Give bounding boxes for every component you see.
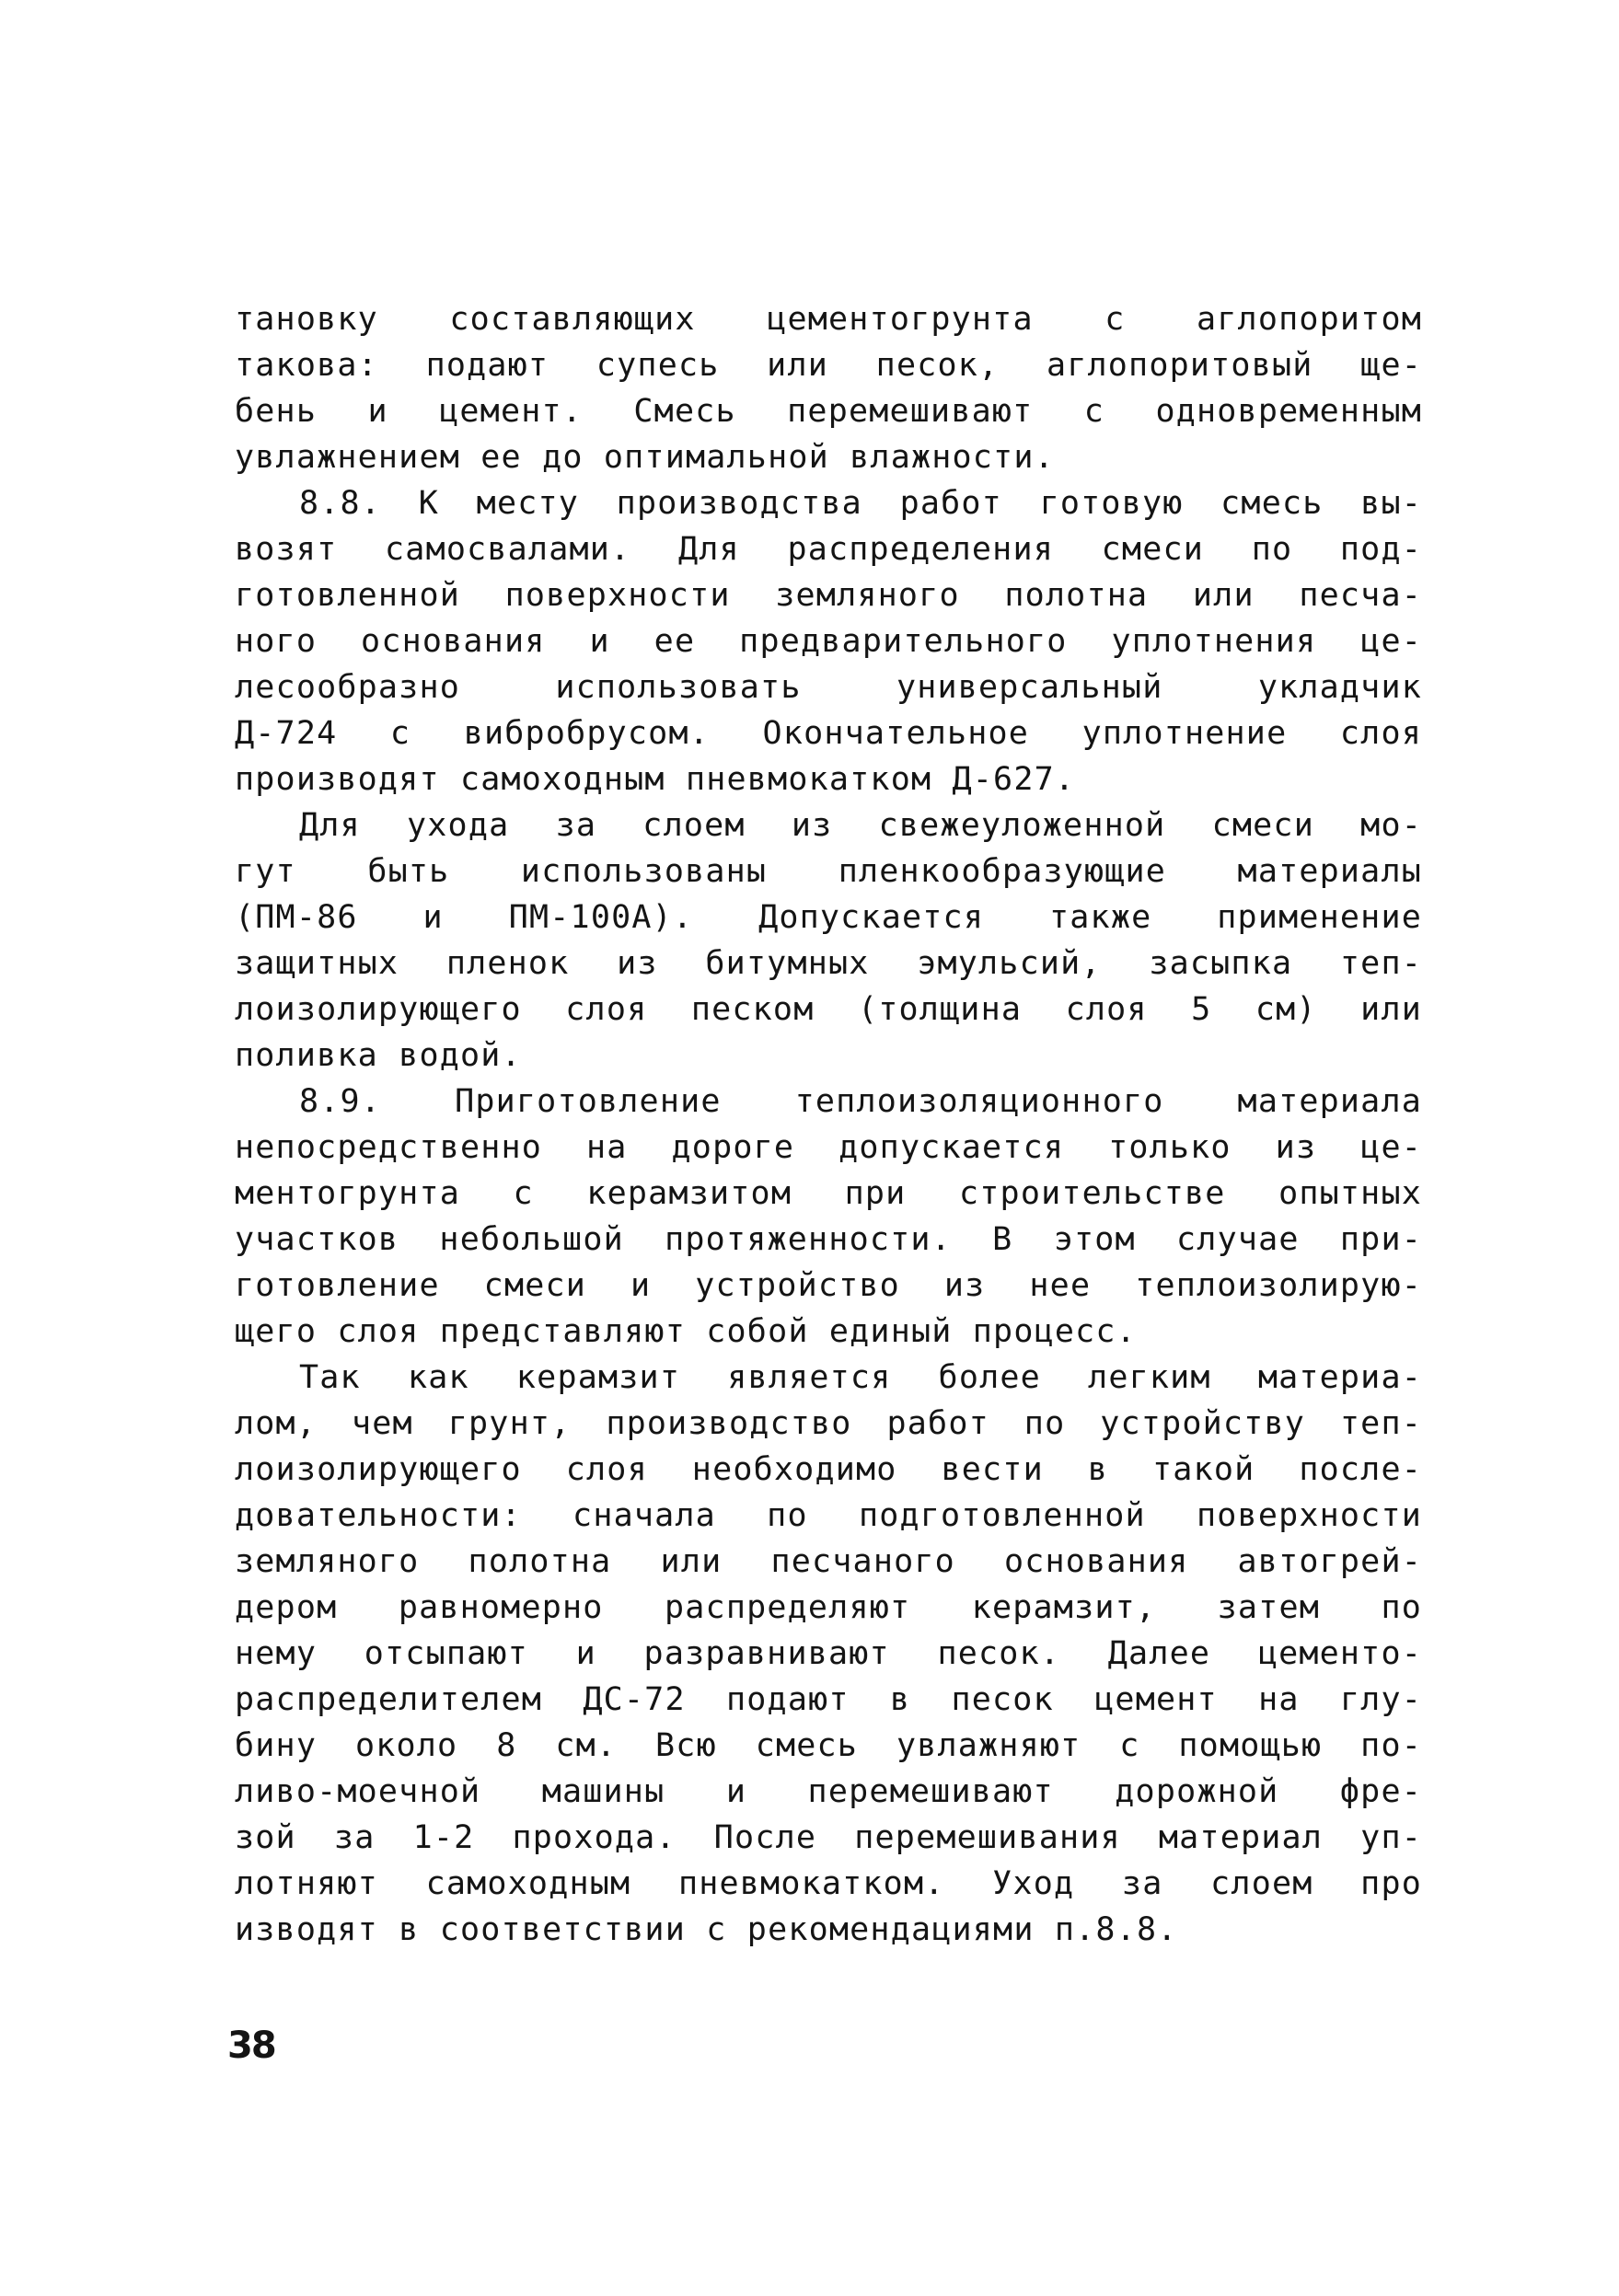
- text-line: ного основания и ее предварительного уплотнения це-: [235, 623, 1422, 660]
- page-number: 38: [227, 2025, 275, 2067]
- text-line: ливо-моечной машины и перемешивают дорожной фре-: [235, 1773, 1422, 1810]
- body-text: [235, 296, 1422, 1953]
- text-line: земляного полотна или песчаного основания автогрей-: [235, 1543, 1422, 1580]
- text-line: возят самосвалами. Для распределения смеси по под-: [235, 531, 1422, 568]
- text-line: ментогрунта с керамзитом при строительстве опытных: [235, 1175, 1422, 1212]
- text-line: лесообразно использовать универсальный укладчик: [235, 669, 1422, 706]
- text-line: увлажнением ее до оптимальной влажности.: [235, 439, 1055, 476]
- text-line: тановку составляющих цементогрунта с аглопоритом: [235, 301, 1422, 338]
- text-line: щего слоя представляют собой единый процесс.: [235, 1313, 1137, 1350]
- text-line: зой за 1-2 прохода. После перемешивания материал уп-: [235, 1819, 1422, 1856]
- text-line: непосредственно на дороге допускается только из це-: [235, 1129, 1422, 1166]
- text-line: защитных пленок из битумных эмульсий, засыпка теп-: [235, 945, 1422, 982]
- text-line: (ПМ-86 и ПМ-100А). Допускается также применение: [235, 899, 1422, 936]
- text-line: такова: подают супесь или песок, аглопоритовый ще-: [235, 347, 1422, 384]
- text-line: бень и цемент. Смесь перемешивают с одновременным: [235, 393, 1422, 430]
- text-line: дером равномерно распределяют керамзит, затем по: [235, 1589, 1422, 1626]
- text-line: Так как керамзит является более легким материа-: [299, 1359, 1422, 1396]
- text-line: изводят в соответствии с рекомендациями п.8.8.: [235, 1911, 1178, 1948]
- text-line: 8.9. Приготовление теплоизоляционного материала: [299, 1083, 1422, 1120]
- text-line: бину около 8 см. Всю смесь увлажняют с помощью по-: [235, 1727, 1422, 1764]
- text-line: лом, чем грунт, производство работ по устройству теп-: [235, 1405, 1422, 1442]
- text-line: участков небольшой протяженности. В этом случае при-: [235, 1221, 1422, 1258]
- text-line: довательности: сначала по подготовленной поверхности: [235, 1497, 1422, 1534]
- text-line: готовление смеси и устройство из нее теплоизолирую-: [235, 1267, 1422, 1304]
- text-line: распределителем ДС-72 подают в песок цемент на глу-: [235, 1681, 1422, 1718]
- text-line: лотняют самоходным пневмокатком. Уход за слоем про: [235, 1865, 1422, 1902]
- text-line: поливка водой.: [235, 1037, 522, 1074]
- text-line: производят самоходным пневмокатком Д-627.: [235, 761, 1076, 798]
- text-line: готовленной поверхности земляного полотна или песча-: [235, 577, 1422, 614]
- text-line: лоизолирующего слоя необходимо вести в такой после-: [235, 1451, 1422, 1488]
- text-line: нему отсыпают и разравнивают песок. Далее цементо-: [235, 1635, 1422, 1672]
- text-line: 8.8. К месту производства работ готовую смесь вы-: [299, 485, 1422, 522]
- text-line: Д-724 с вибробрусом. Окончательное уплотнение слоя: [235, 715, 1422, 752]
- text-line: лоизолирующего слоя песком (толщина слоя 5 см) или: [235, 991, 1422, 1028]
- text-line: Для ухода за слоем из свежеуложенной смеси мо-: [299, 807, 1422, 844]
- text-line: гут быть использованы пленкообразующие материалы: [235, 853, 1422, 890]
